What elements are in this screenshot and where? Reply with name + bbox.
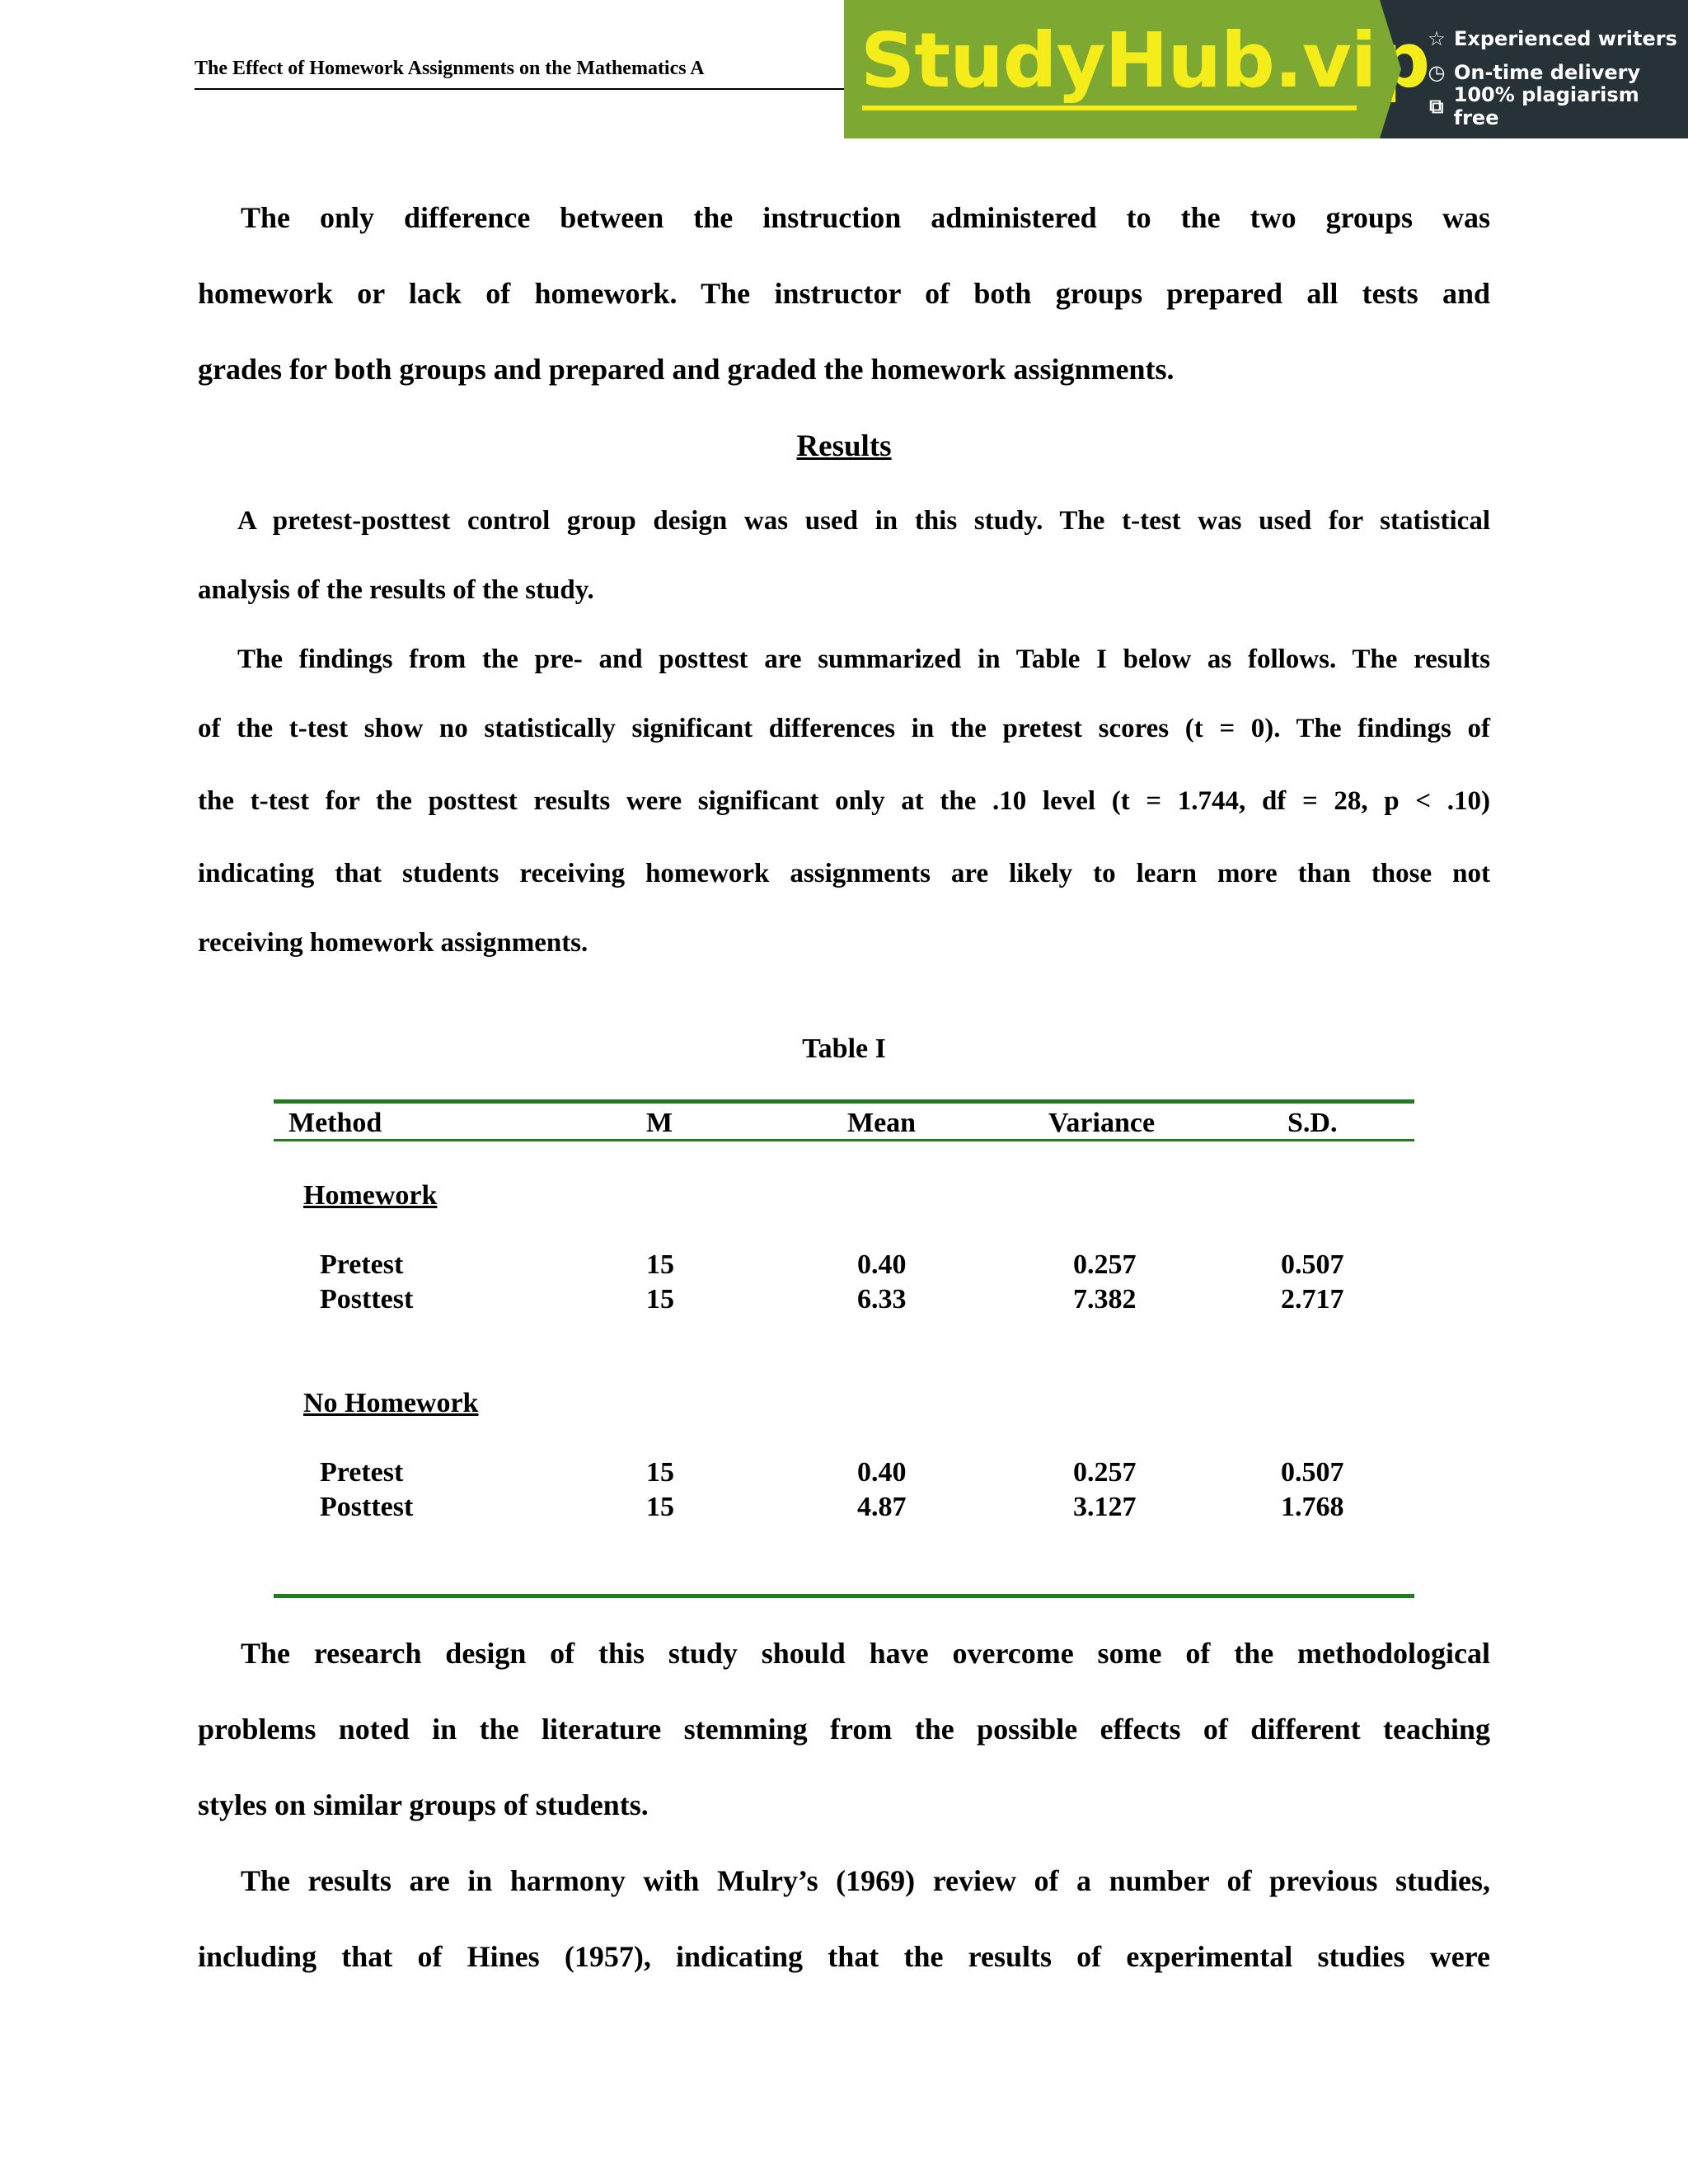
table-cell: 15	[646, 1249, 674, 1280]
table-cell: 7.382	[1073, 1284, 1137, 1315]
paragraph-line: of the t-test show no statistically significant differences in the pretest scores (t = 0). The findings of	[198, 714, 1490, 743]
table-top-rule	[274, 1099, 1414, 1104]
brand-name: StudyHub.vip	[860, 16, 1430, 105]
paragraph-line: The research design of this study should have overcome some of the methodological	[241, 1637, 1490, 1670]
brand-logo[interactable]	[844, 0, 1430, 138]
feature-item	[1426, 21, 1688, 55]
table-cell: Posttest	[320, 1284, 414, 1315]
clock-icon: ◷	[1428, 60, 1446, 84]
paragraph-line: homework or lack of homework. The instructor of both groups prepared all tests and	[198, 277, 1490, 310]
paragraph-line: including that of Hines (1957), indicating that the results of experimental studies were	[198, 1940, 1490, 1973]
feature-item	[1426, 82, 1688, 129]
column-header: Variance	[1048, 1108, 1156, 1138]
table-cell: 0.40	[857, 1249, 907, 1280]
table-cell: 0.507	[1281, 1249, 1344, 1280]
studyhub-banner[interactable]	[844, 0, 1688, 138]
paragraph-line: problems noted in the literature stemming from the possible effects of different teaching	[198, 1713, 1490, 1746]
feature-label: 100% plagiarism free	[1453, 82, 1639, 129]
paragraph-line: A pretest-posttest control group design was used in this study. The t-test was used for statistical	[237, 506, 1490, 536]
star-icon: ☆	[1428, 26, 1446, 50]
brand-underline	[862, 105, 1357, 110]
column-header: Method	[288, 1108, 382, 1138]
paragraph-line: The findings from the pre- and posttest are summarized in Table I below as follows. The results	[237, 644, 1490, 674]
table-cell: 0.257	[1073, 1249, 1137, 1280]
section-heading: Results	[796, 429, 892, 463]
table-cell: 3.127	[1073, 1492, 1137, 1522]
paragraph-line: The only difference between the instruction administered to the two groups was	[241, 201, 1490, 234]
table-cell: Pretest	[320, 1457, 404, 1488]
paragraph-line: receiving homework assignments.	[198, 928, 588, 958]
results-table	[274, 1099, 1414, 1599]
table-header-rule	[274, 1139, 1414, 1141]
copy-check-icon: ⧉	[1429, 94, 1444, 118]
table-title: Table I	[802, 1033, 886, 1064]
table-cell: 2.717	[1281, 1284, 1344, 1315]
table-cell: 15	[646, 1457, 674, 1488]
table-cell: 0.507	[1281, 1457, 1344, 1488]
table-cell: 15	[646, 1284, 674, 1315]
section-label: Homework	[303, 1180, 438, 1211]
table-cell: 15	[646, 1492, 674, 1522]
feature-label: Experienced writers	[1454, 26, 1677, 50]
column-header: S.D.	[1287, 1108, 1338, 1138]
paragraph-line: analysis of the results of the study.	[198, 575, 594, 605]
running-head: The Effect of Homework Assignments on the Mathematics A	[195, 58, 854, 90]
table-cell: 0.257	[1073, 1457, 1137, 1488]
table-cell: Posttest	[320, 1492, 414, 1522]
table-cell: 1.768	[1281, 1492, 1344, 1522]
table-cell: 0.40	[857, 1457, 907, 1488]
table-cell: Pretest	[320, 1249, 404, 1280]
table-cell: 6.33	[857, 1284, 907, 1315]
table-bottom-rule	[274, 1594, 1414, 1598]
feature-label: On-time delivery	[1454, 60, 1641, 84]
paragraph-line: indicating that students receiving homework assignments are likely to learn more than those not	[198, 859, 1490, 888]
paragraph-line: The results are in harmony with Mulry’s (1969) review of a number of previous studies,	[241, 1864, 1490, 1897]
column-header: M	[646, 1108, 673, 1138]
paragraph-line: grades for both groups and prepared and graded the homework assignments.	[198, 353, 1175, 386]
paragraph-line: styles on similar groups of students.	[198, 1788, 649, 1821]
section-label: No Homework	[303, 1388, 479, 1418]
paragraph-line: the t-test for the posttest results were significant only at the .10 level (t = 1.744, df = 28, p < .10)	[198, 786, 1490, 816]
table-cell: 4.87	[857, 1492, 907, 1522]
column-header: Mean	[847, 1108, 917, 1138]
